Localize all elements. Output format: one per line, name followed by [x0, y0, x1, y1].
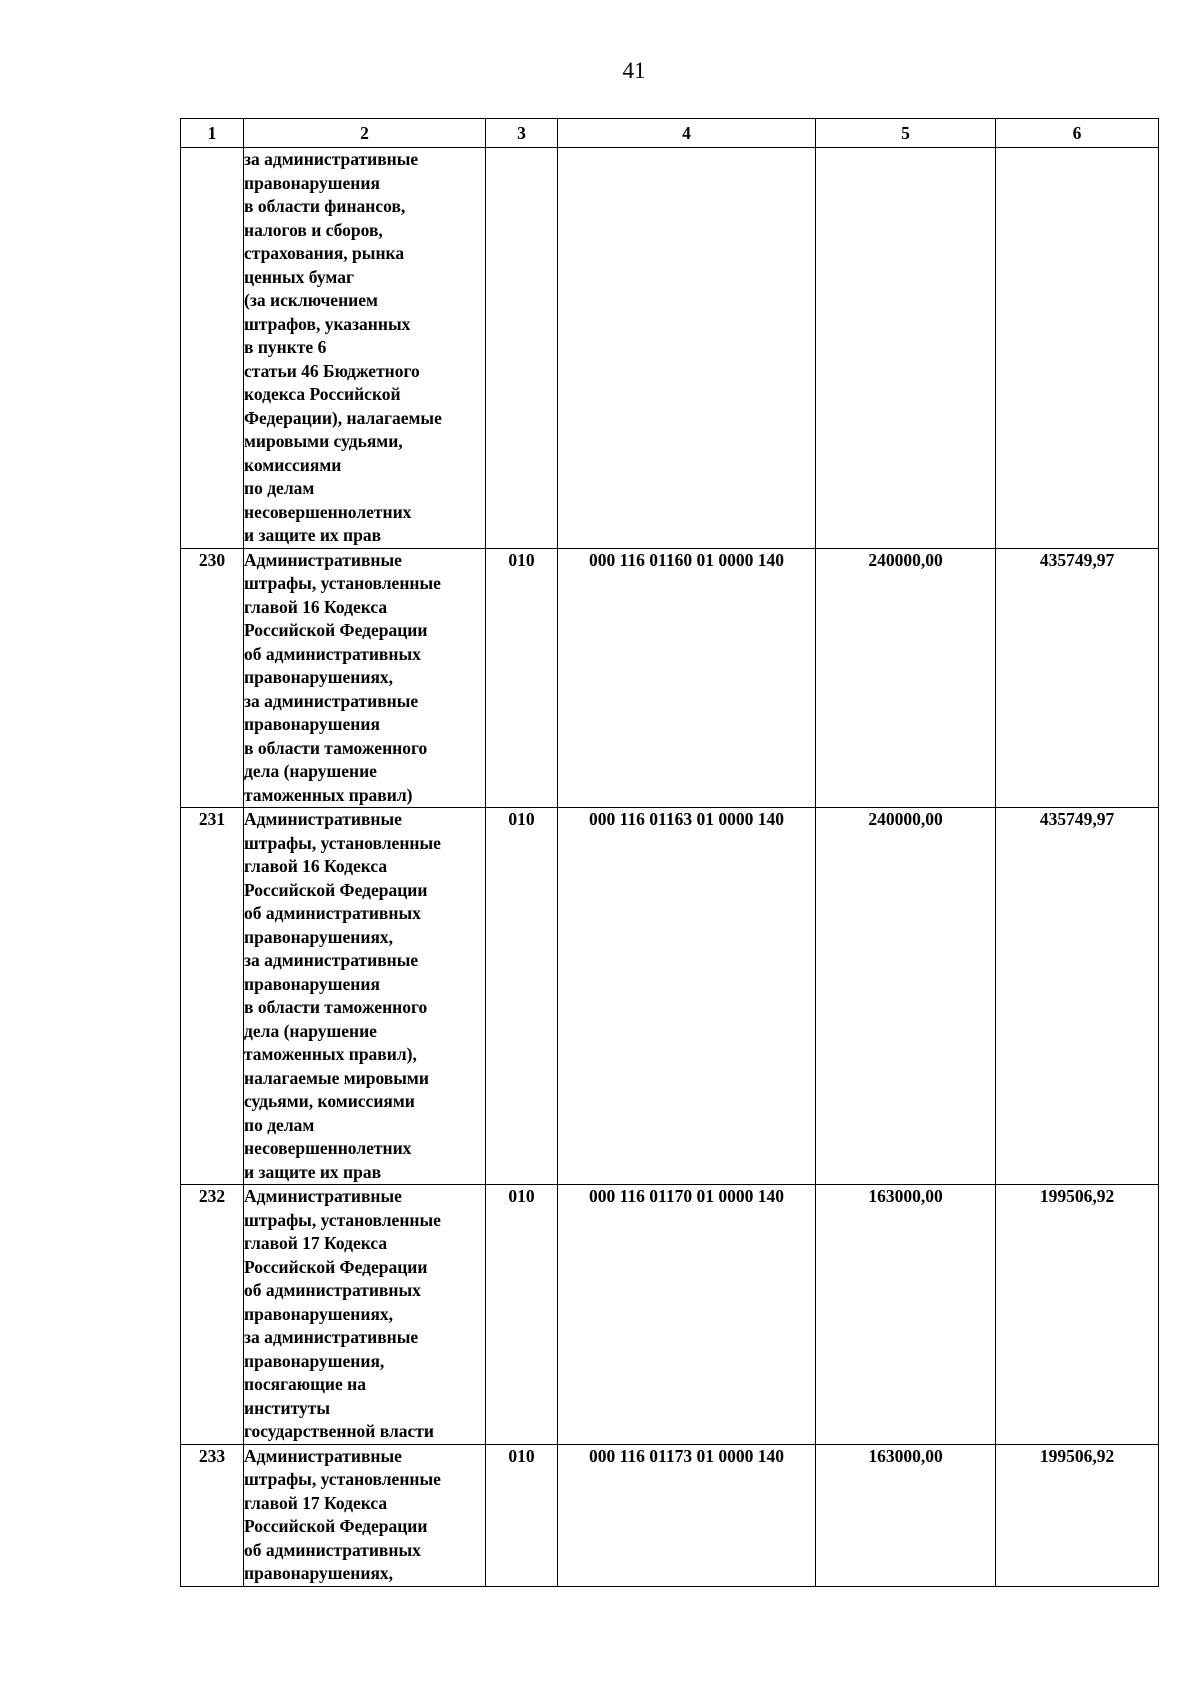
- row-budget-code-cell: 000 116 01170 01 0000 140: [558, 1185, 816, 1445]
- row-plan-amount-cell: 163000,00: [816, 1444, 996, 1586]
- table-header-row: [181, 119, 1159, 148]
- row-number-cell: 230: [181, 548, 244, 808]
- table-row: [181, 1185, 1159, 1445]
- row-actual-amount-cell: 435749,97: [996, 808, 1159, 1185]
- row-actual-amount-cell: 435749,97: [996, 548, 1159, 808]
- row-plan-amount-cell: 240000,00: [816, 548, 996, 808]
- row-name-cell: Административные штрафы, установленные главой 16 Кодекса Российской Федерации об административных правонарушениях, за административные правонарушения в области таможенного дела (нарушение таможенных правил): [244, 548, 486, 808]
- row-name-cell: Административные штрафы, установленные главой 17 Кодекса Российской Федерации об административных правонарушениях, за административные правонарушения, посягающие на институты государственной власти: [244, 1185, 486, 1445]
- table-row: [181, 808, 1159, 1185]
- row-budget-code-cell: 000 116 01173 01 0000 140: [558, 1444, 816, 1586]
- row-number-cell: [181, 148, 244, 549]
- column-header: 5: [816, 119, 996, 148]
- row-admin-code-cell: 010: [486, 1185, 558, 1445]
- row-admin-code-cell: 010: [486, 548, 558, 808]
- row-number-cell: 233: [181, 1444, 244, 1586]
- budget-table: [180, 118, 1159, 1587]
- row-name-cell: Административные штрафы, установленные главой 17 Кодекса Российской Федерации об административных правонарушениях,: [244, 1444, 486, 1586]
- column-header: 3: [486, 119, 558, 148]
- row-admin-code-cell: [486, 148, 558, 549]
- row-budget-code-cell: 000 116 01163 01 0000 140: [558, 808, 816, 1185]
- row-admin-code-cell: 010: [486, 1444, 558, 1586]
- row-plan-amount-cell: 163000,00: [816, 1185, 996, 1445]
- page-number: 41: [622, 58, 646, 83]
- row-name-cell: Административные штрафы, установленные главой 16 Кодекса Российской Федерации об административных правонарушениях, за административные правонарушения в области таможенного дела (нарушение таможенных правил), налагаемые мировыми судьями, комиссиями по делам несовершеннолетних и защите их прав: [244, 808, 486, 1185]
- row-actual-amount-cell: 199506,92: [996, 1444, 1159, 1586]
- column-header: 4: [558, 119, 816, 148]
- row-admin-code-cell: 010: [486, 808, 558, 1185]
- column-header: 6: [996, 119, 1159, 148]
- table-row: [181, 548, 1159, 808]
- row-budget-code-cell: [558, 148, 816, 549]
- table-row: [181, 148, 1159, 549]
- row-budget-code-cell: 000 116 01160 01 0000 140: [558, 548, 816, 808]
- row-actual-amount-cell: [996, 148, 1159, 549]
- column-header: 2: [244, 119, 486, 148]
- row-name-cell: за административные правонарушения в области финансов, налогов и сборов, страхования, рынка ценных бумаг (за исключением штрафов, указанных в пункте 6 статьи 46 Бюджетного кодекса Российской Федерации), налагаемые мировыми судьями, комиссиями по делам несовершеннолетних и защите их прав: [244, 148, 486, 549]
- row-plan-amount-cell: [816, 148, 996, 549]
- row-number-cell: 232: [181, 1185, 244, 1445]
- column-header: 1: [181, 119, 244, 148]
- row-number-cell: 231: [181, 808, 244, 1185]
- row-actual-amount-cell: 199506,92: [996, 1185, 1159, 1445]
- table-row: [181, 1444, 1159, 1586]
- row-plan-amount-cell: 240000,00: [816, 808, 996, 1185]
